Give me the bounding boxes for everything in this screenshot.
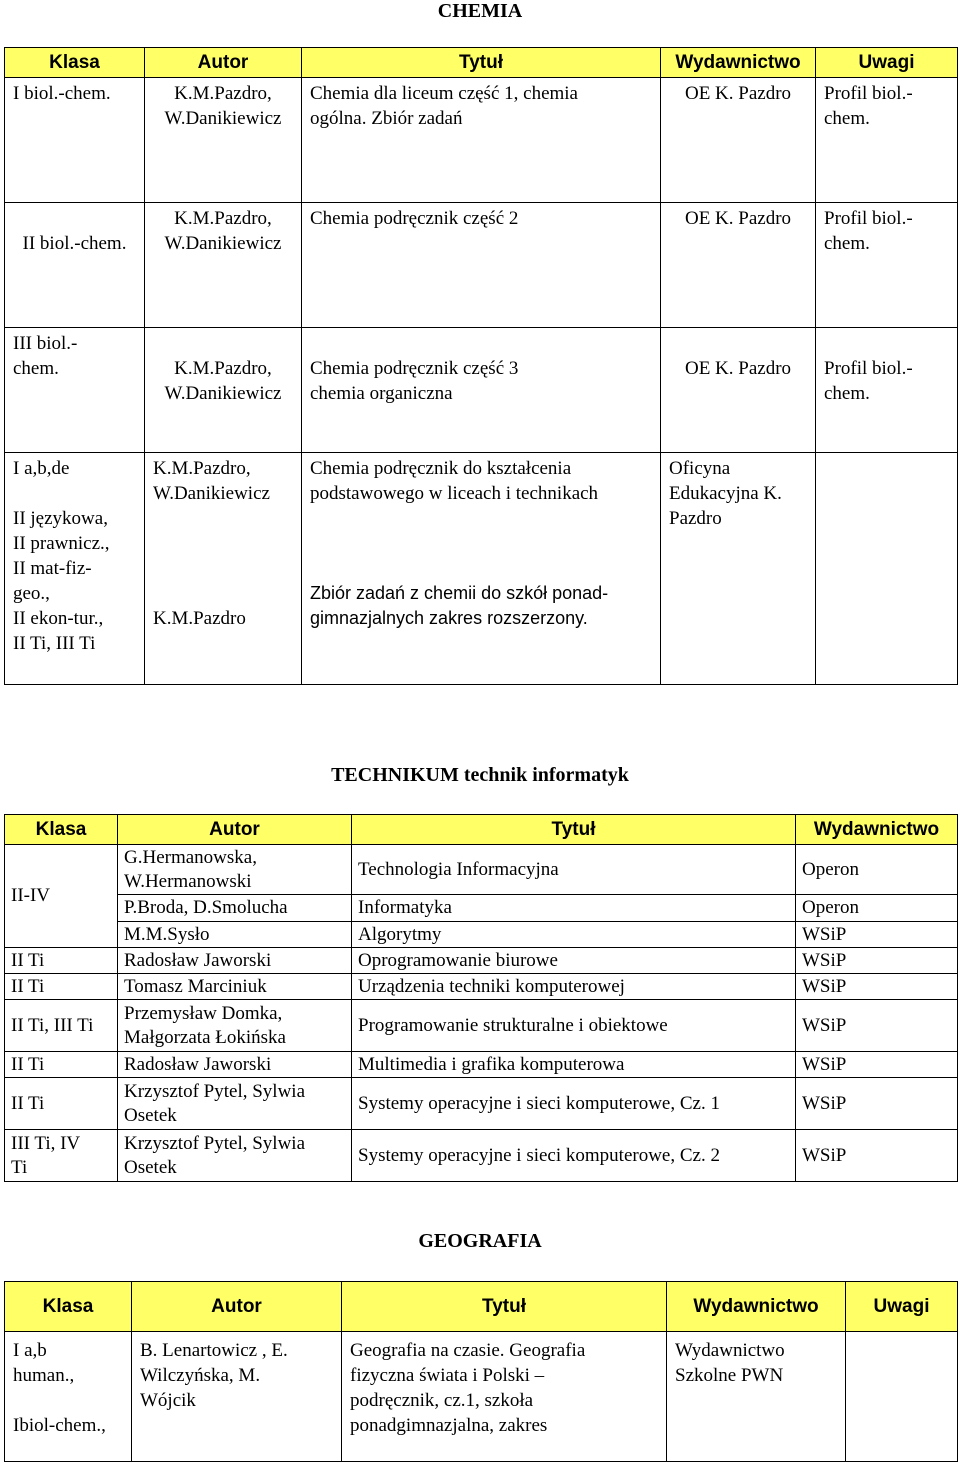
cell-wydawnictwo: WSiP	[796, 948, 958, 974]
header-uwagi: Uwagi	[816, 48, 958, 78]
cell-tytul: Systemy operacyjne i sieci komputerowe, Cz. 1	[352, 1078, 796, 1130]
cell-wydawnictwo: WSiP	[796, 974, 958, 1000]
chemistry-table	[4, 47, 958, 685]
cell-autor: P.Broda, D.Smolucha	[118, 895, 352, 922]
header-tytul: Tytuł	[302, 48, 661, 78]
cell-tytul: Urządzenia techniki komputerowej	[352, 974, 796, 1000]
table-row	[5, 895, 958, 922]
cell-wydawnictwo: WSiP	[796, 1000, 958, 1052]
cell-tytul: Programowanie strukturalne i obiektowe	[352, 1000, 796, 1052]
cell-wydawnictwo: WSiP	[796, 1052, 958, 1078]
cell-tytul: Algorytmy	[352, 922, 796, 948]
cell-tytul: Chemia podręcznik część 2	[302, 203, 661, 328]
table-row	[5, 845, 958, 895]
cell-klasa: II biol.-chem.	[5, 203, 145, 328]
cell-autor: G.Hermanowska, W.Hermanowski	[118, 845, 352, 895]
table-row	[5, 974, 958, 1000]
table-row	[5, 453, 958, 685]
cell-tytul: Geografia na czasie. Geografia fizyczna świata i Polski – podręcznik, cz.1, szkoła ponadgimnazjalna, zakres	[342, 1332, 667, 1462]
cell-autor: Krzysztof Pytel, Sylwia Osetek	[118, 1130, 352, 1182]
table-header-row	[5, 815, 958, 845]
table-row	[5, 922, 958, 948]
header-wydawnictwo: Wydawnictwo	[796, 815, 958, 845]
cell-uwagi	[846, 1332, 958, 1462]
cell-autor: Radosław Jaworski	[118, 948, 352, 974]
cell-autor: K.M.Pazdro, W.Danikiewicz K.M.Pazdro	[145, 453, 302, 685]
cell-autor: K.M.Pazdro, W.Danikiewicz	[145, 78, 302, 203]
cell-wydawnictwo: OE K. Pazdro	[661, 203, 816, 328]
technikum-table	[4, 814, 958, 1182]
cell-klasa: I biol.-chem.	[5, 78, 145, 203]
cell-klasa: I a,b,de II językowa, II prawnicz., II mat-fiz- geo., II ekon-tur., II Ti, III Ti	[5, 453, 145, 685]
cell-tytul: Informatyka	[352, 895, 796, 922]
cell-autor: Tomasz Marciniuk	[118, 974, 352, 1000]
cell-wydawnictwo: Operon	[796, 845, 958, 895]
cell-wydawnictwo: WSiP	[796, 1078, 958, 1130]
table-row	[5, 1130, 958, 1182]
cell-tytul: Oprogramowanie biurowe	[352, 948, 796, 974]
cell-klasa: III biol.- chem.	[5, 328, 145, 453]
cell-klasa-group: II-IV	[5, 845, 118, 948]
header-klasa: Klasa	[5, 815, 118, 845]
cell-tytul: Technologia Informacyjna	[352, 845, 796, 895]
cell-klasa: II Ti	[5, 974, 118, 1000]
table-row	[5, 203, 958, 328]
table-header-row	[5, 1282, 958, 1332]
cell-wydawnictwo: OE K. Pazdro	[661, 78, 816, 203]
table-row	[5, 1332, 958, 1462]
geography-table	[4, 1281, 958, 1462]
cell-wydawnictwo: Operon	[796, 895, 958, 922]
cell-klasa: III Ti, IV Ti	[5, 1130, 118, 1182]
header-tytul: Tytuł	[352, 815, 796, 845]
cell-tytul: Chemia podręcznik część 3 chemia organiczna	[302, 328, 661, 453]
header-autor: Autor	[118, 815, 352, 845]
cell-klasa: II Ti	[5, 1052, 118, 1078]
cell-klasa: II Ti	[5, 1078, 118, 1130]
header-autor: Autor	[132, 1282, 342, 1332]
cell-wydawnictwo: Wydawnictwo Szkolne PWN	[667, 1332, 846, 1462]
cell-autor: M.M.Sysło	[118, 922, 352, 948]
table-row	[5, 1000, 958, 1052]
header-uwagi: Uwagi	[846, 1282, 958, 1332]
cell-autor: K.M.Pazdro, W.Danikiewicz	[145, 328, 302, 453]
table-row	[5, 328, 958, 453]
cell-tytul	[302, 453, 661, 685]
cell-autor: K.M.Pazdro, W.Danikiewicz	[145, 203, 302, 328]
tytul-zbior: Zbiór zadań z chemii do szkół ponad- gimnazjalnych zakres rozszerzony.	[310, 583, 609, 628]
tytul-podrecznik: Chemia podręcznik do kształcenia podstawowego w liceach i technikach	[310, 458, 599, 504]
table-row	[5, 1052, 958, 1078]
cell-uwagi	[816, 453, 958, 685]
header-klasa: Klasa	[5, 48, 145, 78]
cell-autor: Krzysztof Pytel, Sylwia Osetek	[118, 1078, 352, 1130]
header-autor: Autor	[145, 48, 302, 78]
cell-tytul: Chemia dla liceum część 1, chemia ogólna. Zbiór zadań	[302, 78, 661, 203]
cell-autor: Radosław Jaworski	[118, 1052, 352, 1078]
cell-tytul: Systemy operacyjne i sieci komputerowe, Cz. 2	[352, 1130, 796, 1182]
table-row	[5, 948, 958, 974]
header-tytul: Tytuł	[342, 1282, 667, 1332]
cell-wydawnictwo: WSiP	[796, 1130, 958, 1182]
chemistry-title: CHEMIA	[437, 0, 523, 22]
geography-title: GEOGRAFIA	[418, 1230, 542, 1252]
cell-wydawnictwo: OE K. Pazdro	[661, 328, 816, 453]
cell-uwagi: Profil biol.- chem.	[816, 328, 958, 453]
cell-wydawnictwo: Oficyna Edukacyjna K. Pazdro	[661, 453, 816, 685]
cell-klasa: II Ti	[5, 948, 118, 974]
cell-uwagi: Profil biol.- chem.	[816, 203, 958, 328]
cell-uwagi: Profil biol.- chem.	[816, 78, 958, 203]
cell-autor: B. Lenartowicz , E. Wilczyńska, M. Wójcik	[132, 1332, 342, 1462]
table-row	[5, 78, 958, 203]
header-klasa: Klasa	[5, 1282, 132, 1332]
cell-wydawnictwo: WSiP	[796, 922, 958, 948]
header-wydawnictwo: Wydawnictwo	[667, 1282, 846, 1332]
table-header-row	[5, 48, 958, 78]
cell-klasa: I a,b human., Ibiol-chem.,	[5, 1332, 132, 1462]
header-wydawnictwo: Wydawnictwo	[661, 48, 816, 78]
cell-autor: Przemysław Domka, Małgorzata Łokińska	[118, 1000, 352, 1052]
technikum-title: TECHNIKUM technik informatyk	[331, 764, 629, 786]
table-row	[5, 1078, 958, 1130]
cell-tytul: Multimedia i grafika komputerowa	[352, 1052, 796, 1078]
cell-klasa: II Ti, III Ti	[5, 1000, 118, 1052]
